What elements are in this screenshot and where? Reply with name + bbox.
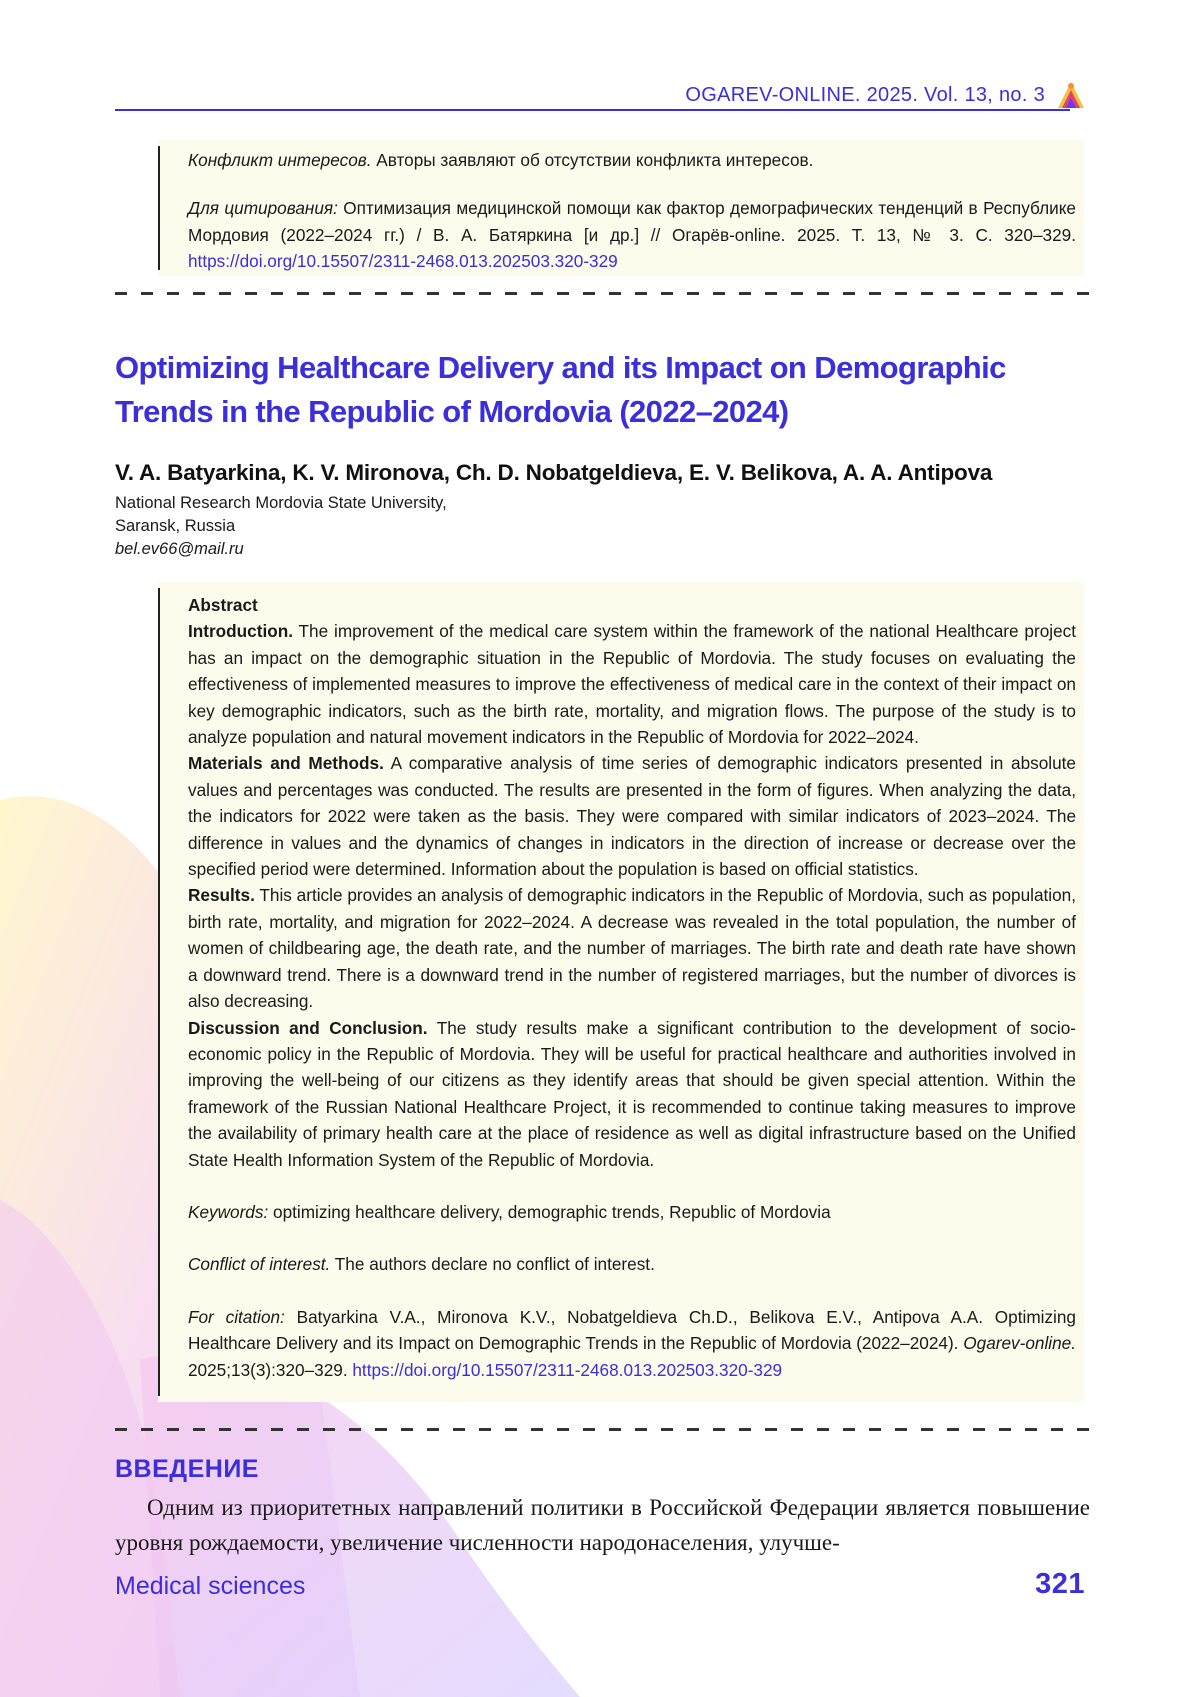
abstract-results: [188, 882, 1076, 1014]
abstract-box: [158, 582, 1084, 1402]
ru-conflict-text: Авторы заявляют об отсутствии конфликта интересов.: [371, 150, 814, 170]
article-title: Optimizing Healthcare Delivery and its Impact on Demographic Trends in the Republic of Mordovia (2022–2024): [115, 350, 1006, 429]
abstract-discussion: [188, 1015, 1076, 1173]
keywords-label: Keywords:: [188, 1201, 269, 1222]
dashed-separator-bottom: [115, 1428, 1090, 1431]
ru-conflict-paragraph: [188, 147, 1076, 173]
methods-label: Materials and Methods.: [188, 753, 384, 774]
article-authors: V. A. Batyarkina, K. V. Mironova, Ch. D. Nobatgeldieva, E. V. Belikova, A. A. Antipova: [115, 460, 993, 485]
citation-journal: Ogarev-online.: [963, 1333, 1076, 1354]
journal-logo-icon: [1052, 78, 1090, 112]
conflict-paragraph: [188, 1251, 1076, 1277]
header-rule: [115, 109, 1070, 111]
abstract-methods: [188, 750, 1076, 882]
conflict-text: The authors declare no conflict of interest.: [330, 1254, 655, 1275]
abstract-heading: Abstract: [188, 595, 258, 615]
discussion-text: The study results make a significant contribution to the development of socio-economic policy in the Republic of Mordovia. They will be useful for practical healthcare and authorities involved in improving the well-being of our citizens as they identify areas that should be given special attention. Within the framework of the Russian National Healthcare Project, it is recommended to continue taking measures to improve the availability of primary health care at the place of residence as well as digital infrastructure based on the Unified State Health Information System of the Republic of Mordovia.: [188, 1017, 1076, 1170]
introduction-body: Одним из приоритетных направлений политики в Российской Федерации является повышение уровня рождаемости, увеличение численности народонаселения, улучше-: [115, 1495, 1090, 1555]
discussion-label: Discussion and Conclusion.: [188, 1017, 428, 1038]
affiliation-line1: National Research Mordovia State University,: [115, 494, 447, 512]
citation-text-a: Batyarkina V.A., Mironova K.V., Nobatgeldieva Ch.D., Belikova E.V., Antipova A.A. Optimizing Healthcare Delivery and its Impact on Demographic Trends in the Republic of Mordovia (2022–2024).: [188, 1306, 1076, 1354]
results-text: This article provides an analysis of demographic indicators in the Republic of Mordovia, such as population, birth rate, mortality, and migration for 2022–2024. A decrease was revealed in the total population, the number of women of childbearing age, the death rate, and the number of marriages. The birth rate and death rate have shown a downward trend. There is a downward trend in the number of registered marriages, but the number of divorces is also decreasing.: [188, 885, 1076, 1012]
ru-conflict-label: Конфликт интересов.: [188, 150, 372, 170]
page-number: 321: [1035, 1568, 1085, 1600]
ru-citation-label: Для цитирования:: [188, 198, 338, 219]
affiliation-block: [115, 492, 447, 561]
section-title-introduction: ВВЕДЕНИЕ: [115, 1455, 259, 1483]
conflict-label: Conflict of interest.: [188, 1254, 331, 1275]
intro-text: The improvement of the medical care system within the framework of the national Healthcare project has an impact on the demographic situation in the Republic of Mordovia. The study focuses on evaluating the effectiveness of implemented measures to improve the effectiveness of medical care in the context of their impact on key demographic indicators, such as the birth rate, mortality, and migration flows. The purpose of the study is to analyze population and natural movement indicators in the Republic of Mordovia for 2022–2024.: [188, 621, 1076, 748]
dashed-separator-top: [115, 292, 1090, 295]
citation-label: For citation:: [188, 1306, 285, 1327]
affiliation-line2: Saransk, Russia: [115, 517, 236, 535]
running-header: [115, 78, 1090, 112]
footer-section-name: Medical sciences: [115, 1572, 306, 1600]
keywords-text: optimizing healthcare delivery, demographic trends, Republic of Mordovia: [268, 1201, 831, 1222]
citation-text-b: 2025;13(3):320–329.: [188, 1359, 353, 1380]
citation-paragraph: [188, 1304, 1076, 1383]
keywords-paragraph: [188, 1199, 1076, 1225]
ru-citation-paragraph: [188, 195, 1076, 274]
author-email[interactable]: bel.ev66@mail.ru: [115, 540, 244, 558]
abstract-introduction: [188, 618, 1076, 750]
journal-name: OGAREV-ONLINE. 2025. Vol. 13, no. 3: [685, 84, 1045, 106]
results-label: Results.: [188, 885, 255, 906]
doi-link[interactable]: https://doi.org/10.15507/2311-2468.013.202503.320-329: [352, 1359, 783, 1380]
methods-text: A comparative analysis of time series of demographic indicators presented in absolute values and percentages was conducted. The results are presented in the form of figures. When analyzing the data, the indicators for 2022 were taken as the basis. They were compared with similar indicators of 2023–2024. The difference in values and the dynamics of changes in indicators in the direction of increase or decrease over the specified period were determined. Information about the population is based on official statistics.: [188, 753, 1076, 880]
intro-label: Introduction.: [188, 621, 294, 642]
ru-doi-link[interactable]: https://doi.org/10.15507/2311-2468.013.202503.320-329: [188, 251, 618, 272]
russian-meta-box: [158, 140, 1084, 276]
ru-citation-text: Оптимизация медицинской помощи как фактор демографических тенденций в Республике Мордовия (2022–2024 гг.) / В. А. Батяркина [и др.] // Огарёв-online. 2025. Т. 13, № 3. С. 320–329.: [188, 198, 1076, 245]
